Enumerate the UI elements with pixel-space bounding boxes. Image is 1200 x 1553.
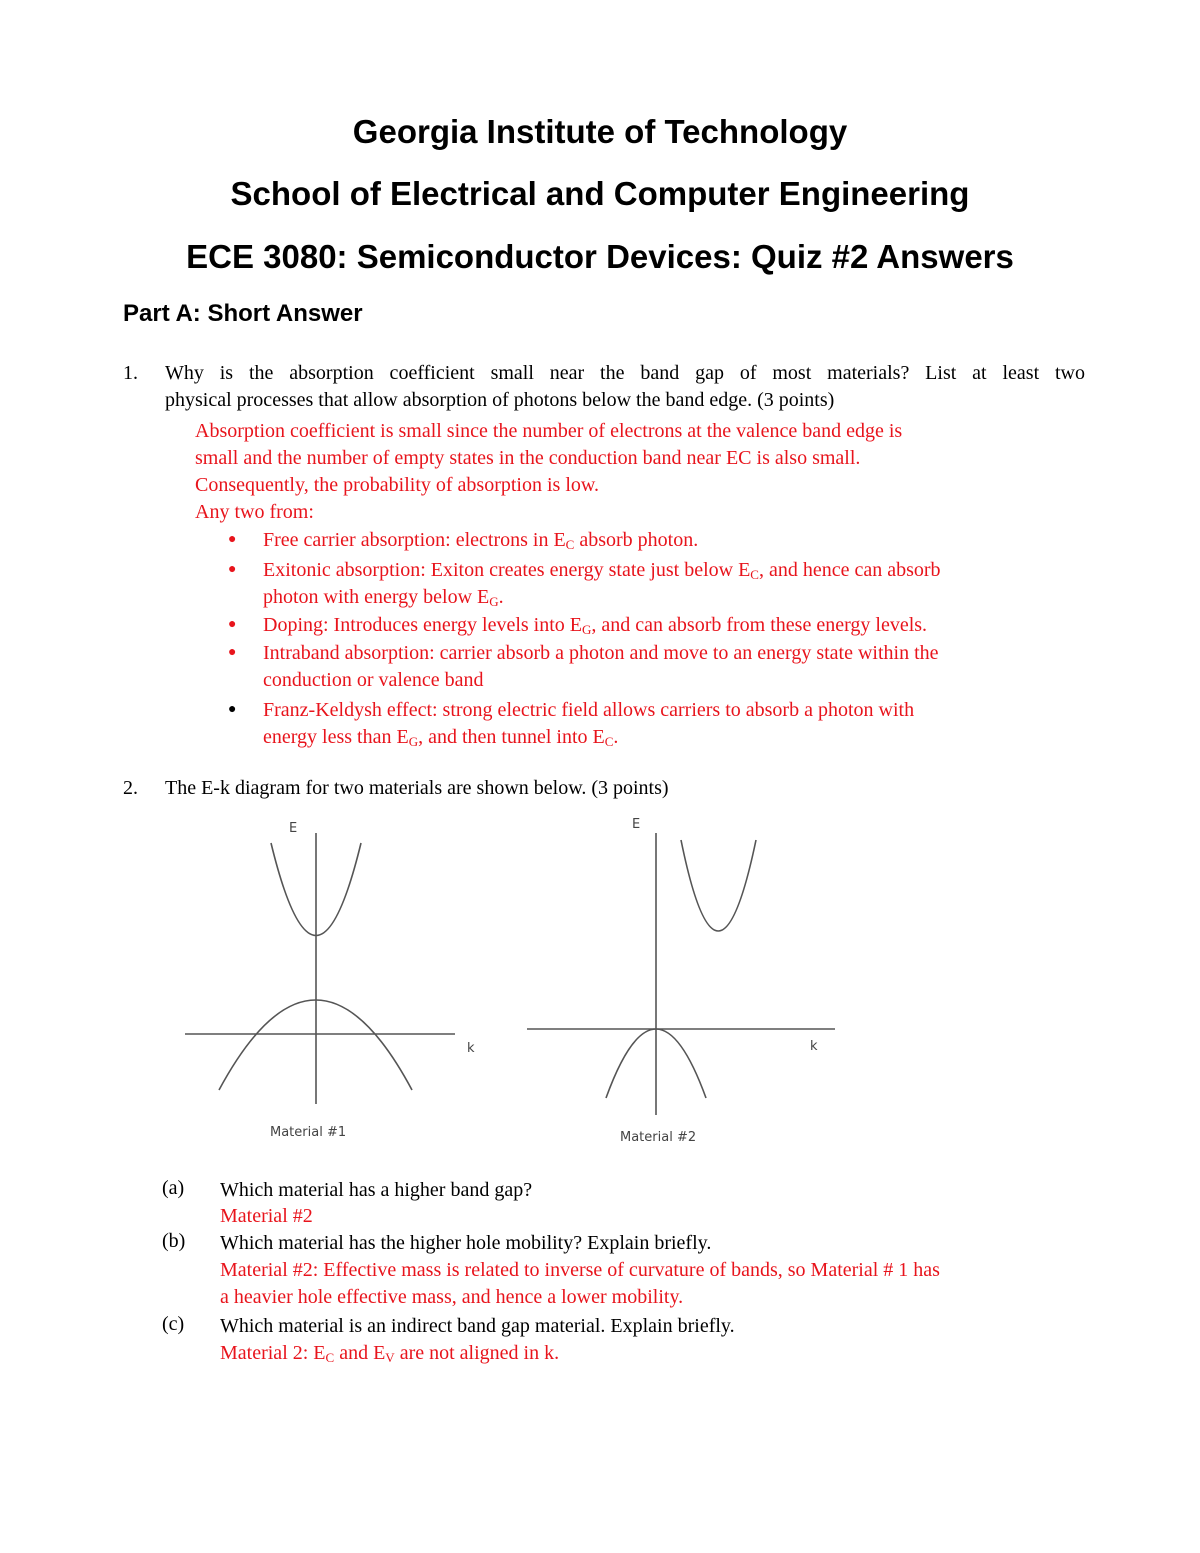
- bullet-intraband: Intraband absorption: carrier absorb a photon and move to an energy state within the conduction or valence band: [263, 642, 939, 691]
- material-2-e-label: E: [632, 817, 641, 832]
- material-2-conduction-band: [681, 840, 756, 931]
- part-c-answer: Material 2: $E_C$ and $E_V$ are not aligned in k.: [220, 1342, 560, 1365]
- title-institute: Georgia Institute of Technology: [352, 113, 848, 150]
- bullet-doping: Doping: Introduces energy levels into $E_G$, and can absorb from these energy levels.: [263, 614, 928, 637]
- question-1-line-2: physical processes that allow absorption of photons below the band edge. (3 points): [165, 389, 835, 411]
- material-1-caption: Material #1: [270, 1125, 347, 1140]
- part-a-question: Which material has a higher band gap?: [220, 1179, 533, 1201]
- part-b-question: Which material has the higher hole mobility? Explain briefly.: [220, 1232, 712, 1254]
- part-b-label: (b): [162, 1230, 186, 1252]
- answer-1-line-3: Consequently, the probability of absorption is low.: [195, 474, 600, 496]
- part-b-answer-line-2: a heavier hole effective mass, and hence a lower mobility.: [220, 1286, 684, 1308]
- part-a-label: (a): [162, 1177, 185, 1199]
- answer-1-line-4: Any two from:: [195, 501, 314, 523]
- part-b-answer-line-1: Material #2: Effective mass is related to inverse of curvature of bands, so Material # 1 has: [220, 1259, 940, 1281]
- bullet-excitonic: Exitonic absorption: Exiton creates energy state just below $E_C$, and hence can absorb photon with energy below $E_G$.: [263, 559, 941, 609]
- material-2-caption: Material #2: [620, 1130, 697, 1145]
- title-school: School of Electrical and Computer Engineering: [230, 175, 970, 212]
- question-2-text: The E-k diagram for two materials are shown below. (3 points): [165, 777, 669, 799]
- bullet-franz-keldysh: Franz-Keldysh effect: strong electric field allows carriers to absorb a photon with energy less than $E_G$, and then tunnel into $E_C$.: [263, 699, 915, 749]
- part-a-answer: Material #2: [220, 1205, 313, 1227]
- material-1-e-label: E: [289, 821, 298, 836]
- answer-1-line-1: Absorption coefficient is small since the number of electrons at the valence band edge is: [195, 420, 903, 442]
- part-c-question: Which material is an indirect band gap material. Explain briefly.: [220, 1315, 735, 1337]
- answer-1-line-2: small and the number of empty states in the conduction band near EC is also small.: [195, 447, 861, 469]
- question-2-number: 2.: [123, 777, 138, 799]
- bullet-icon: ●: [228, 532, 237, 547]
- question-1-number: 1.: [123, 362, 138, 384]
- bullet-free-carrier: Free carrier absorption: electrons in $E_C$ absorb photon.: [263, 529, 699, 552]
- bullet-icon: ●: [228, 645, 237, 660]
- material-1-k-label: k: [467, 1041, 475, 1056]
- bullet-icon: ●: [228, 617, 237, 632]
- question-1-line-1: Why is the absorption coefficient small near the band gap of most materials? List at least two: [165, 362, 1085, 384]
- material-2-diagram: [527, 833, 835, 1115]
- part-c-label: (c): [162, 1313, 185, 1335]
- bullet-icon: ●: [228, 562, 237, 577]
- bullet-icon: ●: [228, 702, 237, 717]
- material-2-k-label: k: [810, 1039, 818, 1054]
- part-a-heading: Part A: Short Answer: [123, 300, 363, 327]
- material-1-diagram: [185, 833, 455, 1104]
- title-course-quiz: ECE 3080: Semiconductor Devices: Quiz #2 Answers: [186, 238, 1014, 275]
